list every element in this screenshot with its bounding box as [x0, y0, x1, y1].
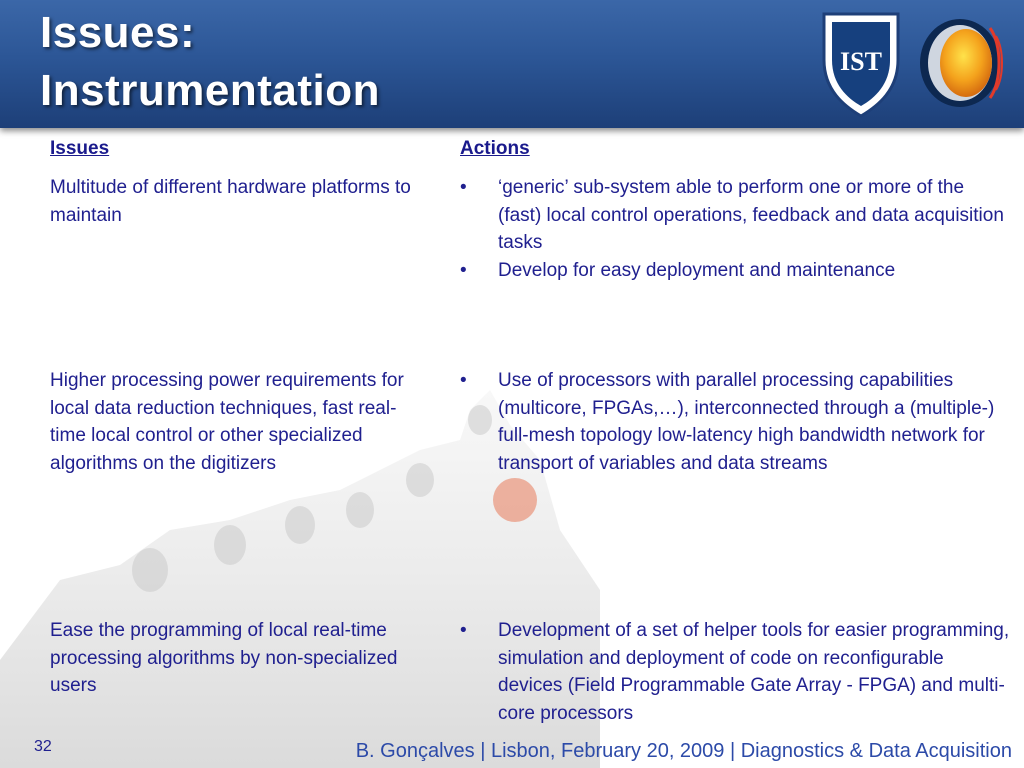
action-bullet-item: • ‘generic’ sub-system able to perform one or more of the (fast) local control operations, feedback and data acquisition tasks — [460, 174, 1010, 257]
ist-shield-logo — [820, 10, 902, 118]
issue-text: Ease the programming of local real-time processing algorithms by non-specialized users — [50, 620, 398, 696]
slide-number: 32 — [34, 738, 52, 755]
title-line-2: Instrumentation — [40, 66, 380, 115]
footer-text: B. Gonçalves | Lisbon, February 20, 2009 | Diagnostics & Data Acquisition — [355, 740, 1012, 762]
actions-column-header: Actions — [460, 138, 530, 159]
action-list — [460, 367, 1010, 477]
shield-logo-text: IST — [840, 47, 882, 76]
action-list — [460, 617, 1010, 727]
title-banner — [0, 0, 1024, 128]
issues-column-header: Issues — [50, 138, 110, 159]
action-bullet-item: • Develop for easy deployment and maintenance — [460, 257, 1010, 285]
action-list — [460, 174, 1010, 284]
action-bullet-item: • Use of processors with parallel processing capabilities (multicore, FPGAs,…), interconnected through a (multiple-) full-mesh topology low-latency high bandwidth network for transport of variables and data streams — [460, 367, 1010, 477]
issue-text: Higher processing power requirements for local data reduction techniques, fast real-time local control or other specialized algorithms on the digitizers — [50, 370, 404, 474]
action-bullet-item: • Development of a set of helper tools for easier programming, simulation and deployment of code on reconfigurable devices (Field Programmable Gate Array - FPGA) and multi-core processors — [460, 617, 1010, 727]
ipfn-globe-logo — [916, 14, 1008, 112]
issue-text: Multitude of different hardware platforms to maintain — [50, 177, 411, 226]
title-line-1: Issues: — [40, 8, 196, 57]
page-title — [40, 4, 380, 120]
